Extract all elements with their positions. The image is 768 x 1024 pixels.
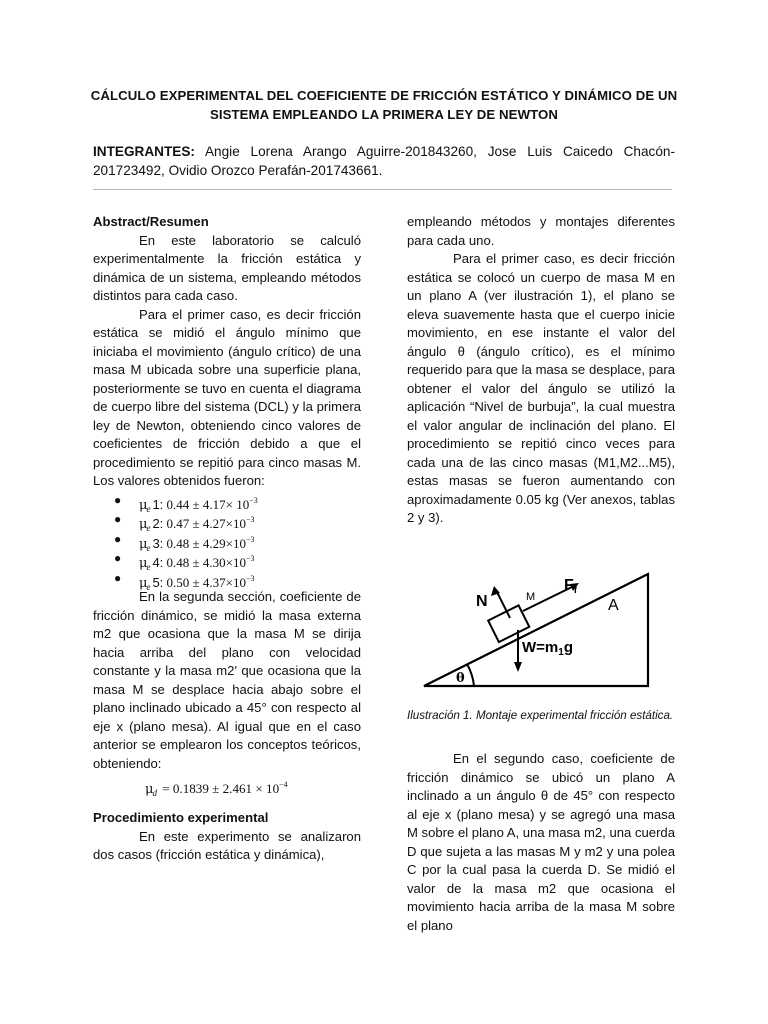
- abstract-paragraph-2: Para el primer caso, es decir fricción estática se midió el ángulo mínimo que iniciaba el movimiento (ángulo crítico) de una masa M ubicada sobre una superficie plana, posteriormente se tuvo en cuenta el diagrama de cuerpo libre del sistema (DCL) y la primera ley de Newton, obteniendo cinco valores de coeficientes de fricción debido a que el procedimiento se repitió para cinco masas M. Los valores obtenidos fueron:: [93, 306, 361, 488]
- abstract-paragraph-3: En la segunda sección, coeficiente de fricción dinámico, se midió la masa externa m2 que ocasiona que la masa M se dirija hacia arriba del plano con velocidad constante y la masa m2' que ocasiona que la masa M se desplace hacia abajo sobre el plano inclinado ubicado a 45° con respecto al eje x (plano mesa). Al igual que en el caso anterior se emplearon los conceptos teóricos, obteniendo:: [93, 589, 361, 771]
- mu-value: 0.44 ± 4.17× 10: [166, 496, 250, 512]
- procedure-paragraph-1-continued: empleando métodos y montajes diferentes para cada uno.: [407, 214, 675, 248]
- mu-e-symbol: μ: [139, 497, 148, 513]
- abstract-paragraph-1: En este laboratorio se calculó experimentalmente la fricción estática y dinámica de un sistema, empleando métodos distintos para cada caso.: [93, 232, 361, 303]
- mu-index: 2:: [152, 516, 164, 531]
- static-friction-value-item: [93, 491, 361, 514]
- mu-d-symbol: μ: [145, 782, 154, 797]
- procedure-heading: Procedimiento experimental: [93, 810, 269, 825]
- mu-d-exponent: −4: [279, 780, 288, 789]
- mu-index: 1:: [152, 496, 164, 512]
- mu-value: 0.48 ± 4.30×10: [166, 555, 247, 570]
- authors-names: Angie Lorena Arango Aguirre-201843260, Jose Luis Caicedo Chacón-201723492, Ovidio Orozco Perafán-201743661.: [93, 144, 675, 178]
- mu-index: 3:: [152, 535, 164, 551]
- mu-d-subscript: d: [152, 788, 157, 798]
- right-column-lower: [407, 750, 675, 935]
- figure-caption: Ilustración 1. Montaje experimental fricción estática.: [407, 709, 674, 722]
- mu-index: 4:: [152, 555, 164, 570]
- abstract-heading: Abstract/Resumen: [93, 214, 209, 229]
- label-W: $W=m_1g$: [522, 639, 573, 658]
- bullet: ●: [114, 570, 122, 585]
- mu-value: 0.47 ± 4.27×10: [166, 516, 247, 531]
- label-A: A: [608, 597, 619, 614]
- mu-e-symbol: μ: [139, 536, 148, 552]
- mu-exponent: −3: [246, 534, 255, 544]
- label-theta: θ: [456, 671, 465, 686]
- bullet: ●: [114, 512, 122, 526]
- incline-plane: [424, 574, 648, 686]
- label-Ff: Ff: [564, 577, 578, 596]
- mu-e-subscript: e: [146, 523, 151, 533]
- mu-exponent: −3: [246, 515, 255, 524]
- mu-e-subscript: e: [146, 562, 151, 572]
- mu-e-symbol: μ: [139, 575, 148, 591]
- static-friction-values-list: [93, 491, 361, 592]
- static-friction-value-item: [93, 569, 361, 592]
- left-column: [93, 213, 361, 865]
- bullet: ●: [114, 551, 122, 565]
- mu-e-symbol: μ: [139, 556, 148, 571]
- mu-e-symbol: μ: [139, 517, 148, 532]
- static-friction-value-item: [93, 530, 361, 553]
- mu-value: 0.48 ± 4.29×10: [166, 535, 247, 551]
- label-M: M: [526, 591, 536, 603]
- mu-exponent: −3: [246, 573, 255, 583]
- label-N: N: [476, 593, 488, 610]
- mu-exponent: −3: [249, 495, 258, 505]
- procedure-paragraph-2: Para el primer caso, es decir fricción estática se colocó un cuerpo de masa M en un plano A (ver ilustración 1), el plano se eleva suavemente hasta que el cuerpo inicie movimiento, en ese instante el valor del ángulo θ (ángulo crítico), es el mínimo requerido para que la masa se desplace, para obtener el valor del ángulo se utilizó la aplicación “Nivel de burbuja”, la cual muestra el valor angular de inclinación del plano. El procedimiento se repitió cinco veces para cada una de las cinco masas (M1,M2...M5), estas masas se fueron aumentando con aproximadamente 0.05 kg (Ver anexos, tablas 2 y 3).: [407, 251, 675, 525]
- procedure-paragraph-3: En el segundo caso, coeficiente de fricción dinámico se ubicó un plano A inclinado a un ángulo θ de 45° con respecto al eje x (plano mesa) y se agregó una masa M sobre el plano A, una masa m2, una cuerda D que sujeta a las masas M y m2 y una polea C por la cual pasa la cuerda D. Se midió el valor de la masa m2 que ocasiona el movimiento hacia arriba de la masa M sobre el plano: [407, 751, 675, 933]
- dynamic-friction-equation: [93, 773, 361, 797]
- mu-e-subscript: e: [146, 542, 151, 553]
- header-divider: [93, 189, 672, 190]
- mu-index: 5:: [152, 574, 164, 590]
- static-friction-value-item: [93, 549, 361, 572]
- static-friction-value-item: [93, 510, 361, 533]
- spacer: [93, 797, 361, 809]
- incline-diagram: [418, 566, 668, 696]
- mu-e-subscript: e: [146, 503, 151, 514]
- mu-exponent: −3: [246, 554, 255, 563]
- mu-e-subscript: e: [146, 581, 151, 592]
- angle-arc: [467, 664, 474, 686]
- bullet: ●: [114, 492, 122, 507]
- right-column: [407, 213, 675, 528]
- paper-title: CÁLCULO EXPERIMENTAL DEL COEFICIENTE DE FRICCIÓN ESTÁTICO Y DINÁMICO DE UN SISTEMA EMPLEANDO LA PRIMERA LEY DE NEWTON: [90, 88, 678, 122]
- authors-line: [93, 142, 675, 180]
- mu-d-value: = 0.1839 ± 2.461 × 10: [158, 781, 280, 796]
- weight-arrowhead: [514, 662, 522, 672]
- bullet: ●: [114, 531, 122, 546]
- authors-label: INTEGRANTES:: [93, 144, 195, 159]
- mu-value: 0.50 ± 4.37×10: [166, 574, 247, 590]
- procedure-paragraph-1: En este experimento se analizaron dos casos (fricción estática y dinámica),: [93, 828, 361, 862]
